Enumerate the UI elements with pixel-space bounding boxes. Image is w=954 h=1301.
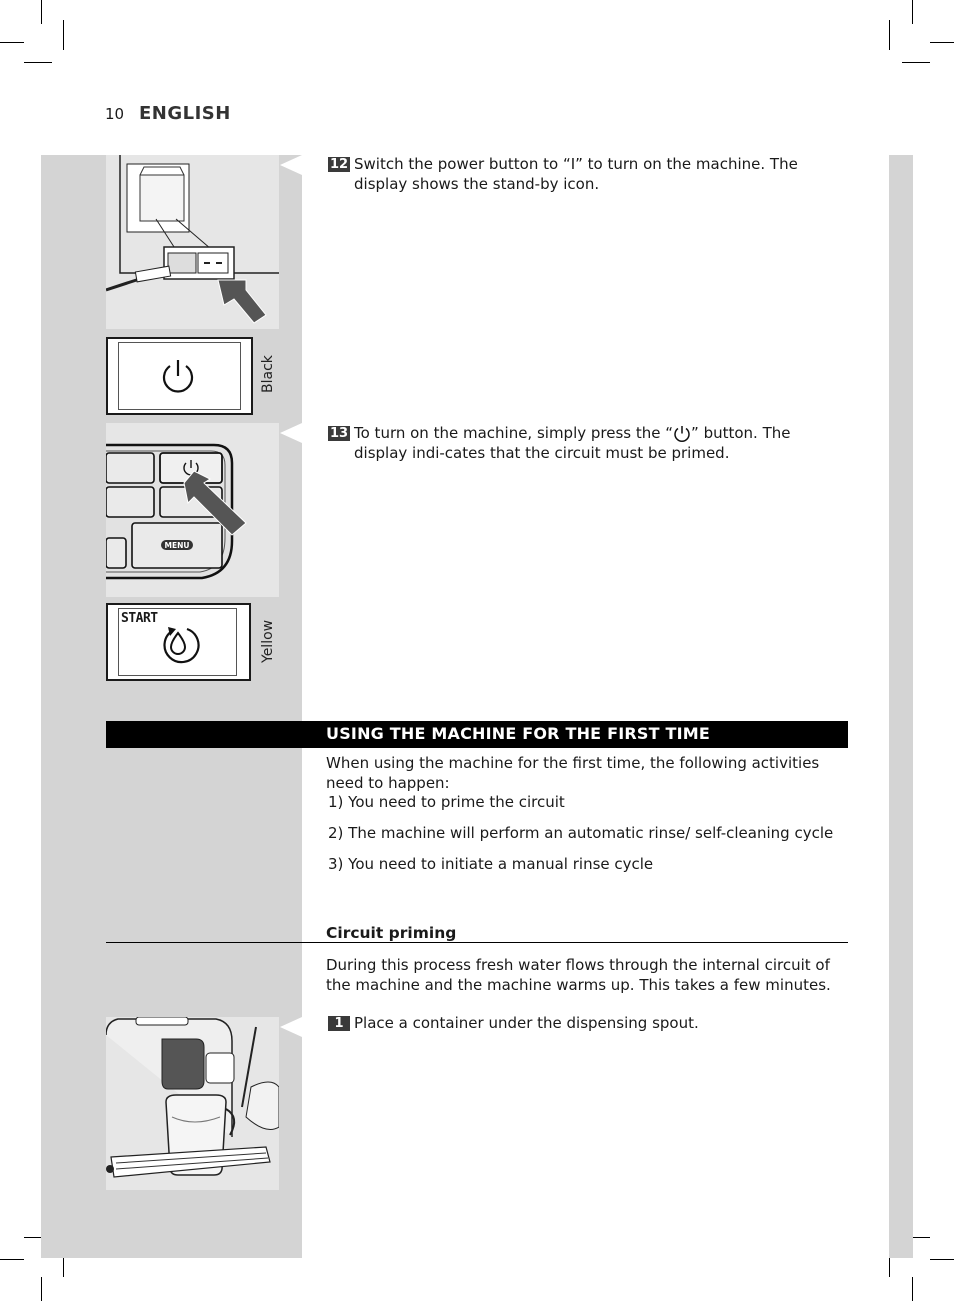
display-start-text: START	[121, 611, 158, 626]
display-start-prime	[106, 603, 251, 681]
display-screen	[118, 342, 241, 410]
crop-mark	[41, 0, 42, 24]
section-title: USING THE MACHINE FOR THE FIRST TIME	[326, 724, 711, 743]
crop-mark	[902, 62, 930, 63]
crop-mark	[889, 20, 890, 50]
crop-mark	[930, 42, 954, 43]
display-standby	[106, 337, 253, 415]
step-number-badge: 13	[329, 426, 349, 441]
display-color-label: Yellow	[260, 619, 276, 663]
crop-mark	[63, 20, 64, 50]
subsection-title: Circuit priming	[326, 924, 457, 942]
page-number: 10	[105, 105, 125, 123]
callout-pointer	[280, 423, 302, 443]
standby-icon	[119, 343, 244, 413]
step-13-text-after: ” button. The display indi-cates that the circuit must be primed.	[354, 424, 791, 462]
prime-circuit-icon	[119, 609, 240, 679]
power-button-illustration	[106, 423, 279, 597]
step-13-text	[354, 424, 844, 463]
crop-mark	[0, 1259, 24, 1260]
crop-mark	[24, 62, 52, 63]
menu-button-label: MENU	[164, 541, 190, 550]
right-margin-band	[889, 155, 913, 1258]
crop-mark	[41, 1277, 42, 1301]
step-number-badge: 1	[328, 1016, 350, 1031]
section-intro: When using the machine for the first time, the following activities need to happen:	[326, 754, 820, 792]
language-heading: ENGLISH	[139, 103, 231, 124]
display-screen	[118, 608, 237, 676]
list-item: 1) You need to prime the circuit	[328, 793, 565, 811]
step-number-badge: 12	[329, 157, 349, 172]
callout-pointer	[280, 1017, 302, 1037]
step-12-text: Switch the power button to “I” to turn on the machine. The display shows the stand-by icon.	[354, 155, 798, 193]
list-item: 3) You need to initiate a manual rinse cycle	[328, 855, 654, 873]
power-icon	[673, 424, 691, 442]
callout-pointer	[280, 155, 302, 175]
subsection-intro: During this process fresh water flows through the internal circuit of the machine and the machine warms up. This takes a few minutes.	[326, 956, 831, 994]
crop-mark	[930, 1259, 954, 1260]
container-under-spout-illustration	[106, 1017, 279, 1190]
subsection-rule	[106, 942, 848, 943]
crop-mark	[0, 42, 24, 43]
crop-mark	[912, 0, 913, 24]
section-heading-bar	[106, 721, 848, 748]
step-1-text: Place a container under the dispensing spout.	[354, 1014, 699, 1032]
display-color-label: Black	[260, 355, 276, 393]
crop-mark	[912, 1277, 913, 1301]
step-13-text-before: To turn on the machine, simply press the “	[354, 424, 674, 442]
power-switch-illustration	[106, 155, 279, 329]
list-item: 2) The machine will perform an automatic rinse/ self-cleaning cycle	[328, 824, 834, 842]
